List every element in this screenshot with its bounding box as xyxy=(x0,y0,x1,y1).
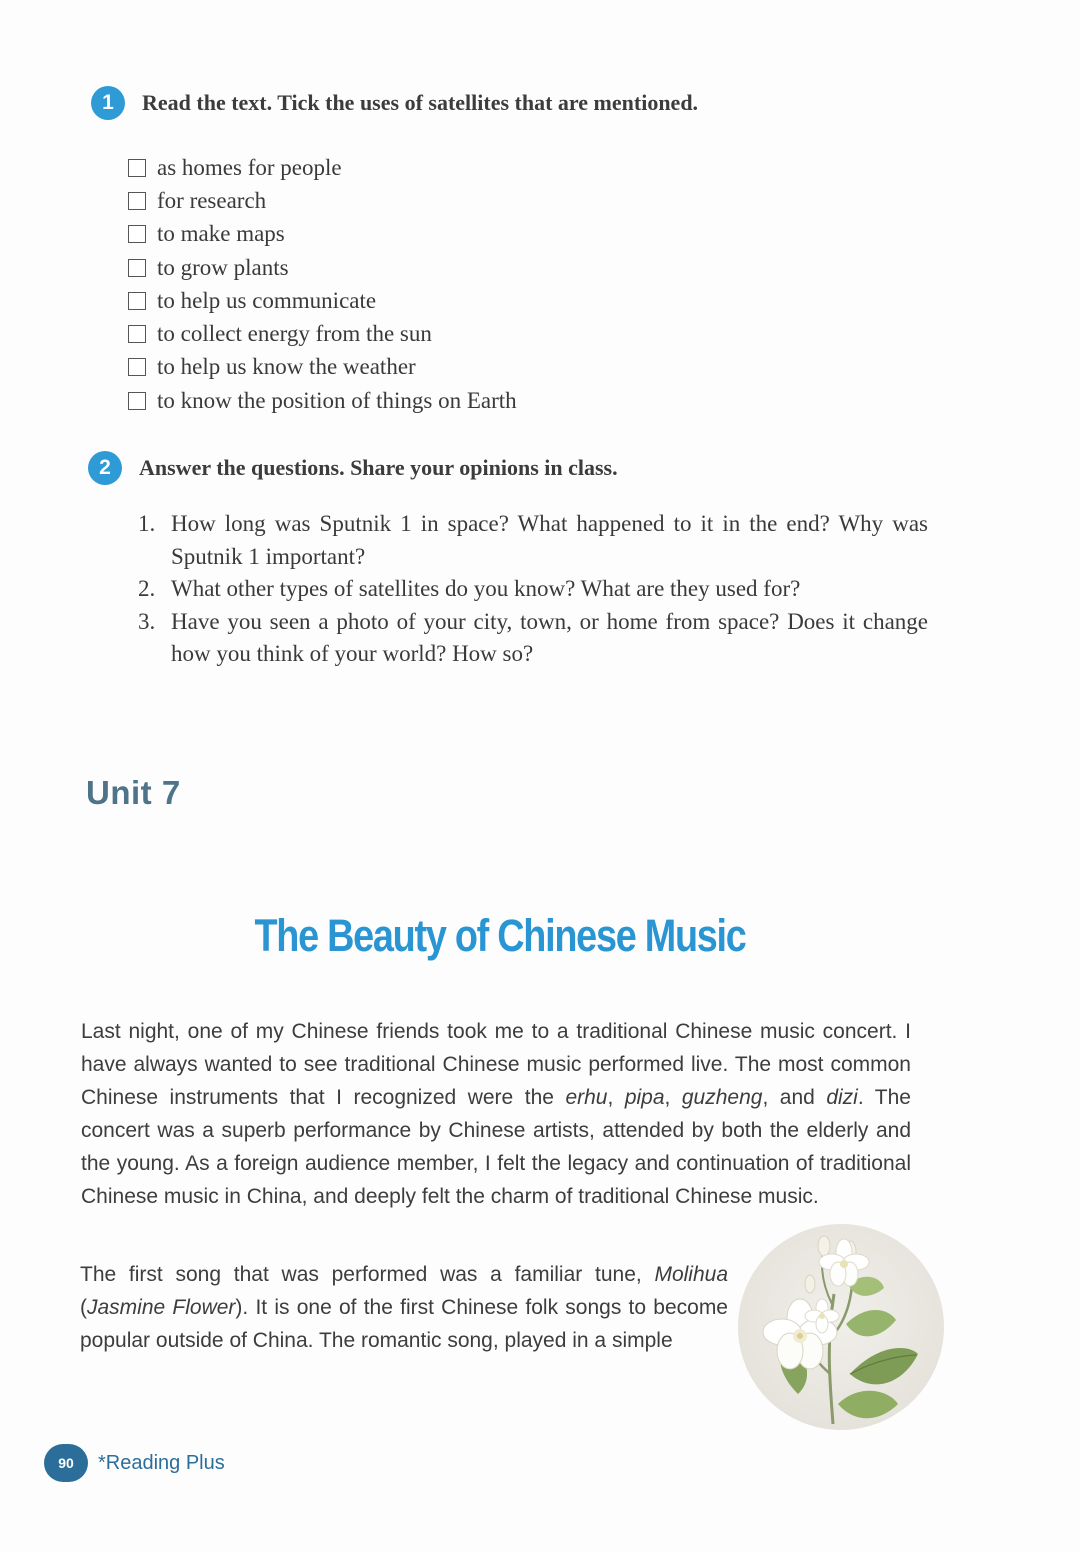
checkbox[interactable] xyxy=(128,358,146,376)
checklist-label: to grow plants xyxy=(157,254,289,280)
checklist-item[interactable] xyxy=(128,251,517,284)
paragraph-text: , and xyxy=(762,1086,827,1109)
question-item xyxy=(138,508,928,573)
exercise-instruction: Answer the questions. Share your opinions in class. xyxy=(139,455,618,480)
article-paragraph-1 xyxy=(81,1015,911,1213)
checkbox[interactable] xyxy=(128,192,146,210)
paragraph-text: Last night, one of my Chinese friends took me to a traditional Chinese music concert. I have always wanted to see traditional Chinese music performed live. The most common Chinese instruments that I recognized were the xyxy=(81,1020,911,1109)
instrument-name: erhu xyxy=(565,1086,608,1109)
checklist-label: to help us know the weather xyxy=(157,354,416,380)
checklist-label: for research xyxy=(157,187,267,213)
footer-label: *Reading Plus xyxy=(98,1451,225,1474)
question-number: 1. xyxy=(138,511,156,536)
paragraph-text: The first song that was performed was a familiar tune, xyxy=(80,1263,655,1286)
checklist-item[interactable] xyxy=(128,184,517,217)
question-list xyxy=(138,508,928,671)
instrument-name: guzheng xyxy=(681,1086,763,1109)
jasmine-flower-illustration xyxy=(738,1224,944,1430)
instrument-name: pipa xyxy=(624,1086,665,1109)
checkbox[interactable] xyxy=(128,259,146,277)
paragraph-text: , xyxy=(607,1086,625,1109)
question-item xyxy=(138,573,928,606)
checkbox[interactable] xyxy=(128,225,146,243)
instrument-name: dizi xyxy=(826,1086,858,1109)
exercise-1-header xyxy=(91,86,698,120)
paragraph-text: ( xyxy=(80,1296,87,1319)
checklist-item[interactable] xyxy=(128,317,517,350)
song-title: Molihua xyxy=(654,1263,728,1286)
checklist-label: to know the position of things on Earth xyxy=(157,387,517,413)
page-number-badge: 90 xyxy=(44,1444,88,1482)
checklist-label: to make maps xyxy=(157,221,285,247)
question-item xyxy=(138,606,928,671)
checkbox[interactable] xyxy=(128,292,146,310)
checklist-label: as homes for people xyxy=(157,154,342,180)
checkbox[interactable] xyxy=(128,159,146,177)
checklist xyxy=(128,151,517,417)
checklist-item[interactable] xyxy=(128,284,517,317)
checkbox[interactable] xyxy=(128,392,146,410)
exercise-instruction: Read the text. Tick the uses of satellites that are mentioned. xyxy=(142,90,699,115)
paragraph-text: . The concert was a superb performance by Chinese artists, attended by both the elderly and the young. As a foreign audience member, I felt the legacy and continuation of traditional Chinese music in China, and deeply felt the charm of traditional Chinese music. xyxy=(81,1086,911,1208)
unit-heading: Unit 7 xyxy=(86,774,181,811)
article-title: The Beauty of Chinese Music xyxy=(254,910,746,961)
paragraph-text: , xyxy=(664,1086,682,1109)
checklist-label: to collect energy from the sun xyxy=(157,321,432,347)
jasmine-flower-icon xyxy=(738,1224,944,1430)
checklist-item[interactable] xyxy=(128,351,517,384)
question-text: How long was Sputnik 1 in space? What happened to it in the end? Why was Sputnik 1 important? xyxy=(171,511,928,569)
song-title-english: Jasmine Flower xyxy=(87,1296,236,1319)
checklist-item[interactable] xyxy=(128,218,517,251)
question-number: 3. xyxy=(138,608,156,634)
exercise-number-badge: 2 xyxy=(88,451,122,485)
checklist-item[interactable] xyxy=(128,384,517,417)
exercise-2-header xyxy=(88,451,618,485)
checklist-label: to help us communicate xyxy=(157,287,377,313)
question-number: 2. xyxy=(138,576,156,601)
page-footer xyxy=(44,1444,225,1482)
article-paragraph-2 xyxy=(80,1258,728,1357)
checklist-item[interactable] xyxy=(128,151,517,184)
question-text: What other types of satellites do you know? What are they used for? xyxy=(171,576,801,601)
exercise-number-badge: 1 xyxy=(91,86,125,120)
checkbox[interactable] xyxy=(128,325,146,343)
paragraph-text: ). It is one of the first Chinese folk songs to become popular outside of China. The romantic song, played in a simple xyxy=(80,1296,728,1352)
question-text: Have you seen a photo of your city, town, or home from space? Does it change how you think of your world? How so? xyxy=(171,608,928,666)
